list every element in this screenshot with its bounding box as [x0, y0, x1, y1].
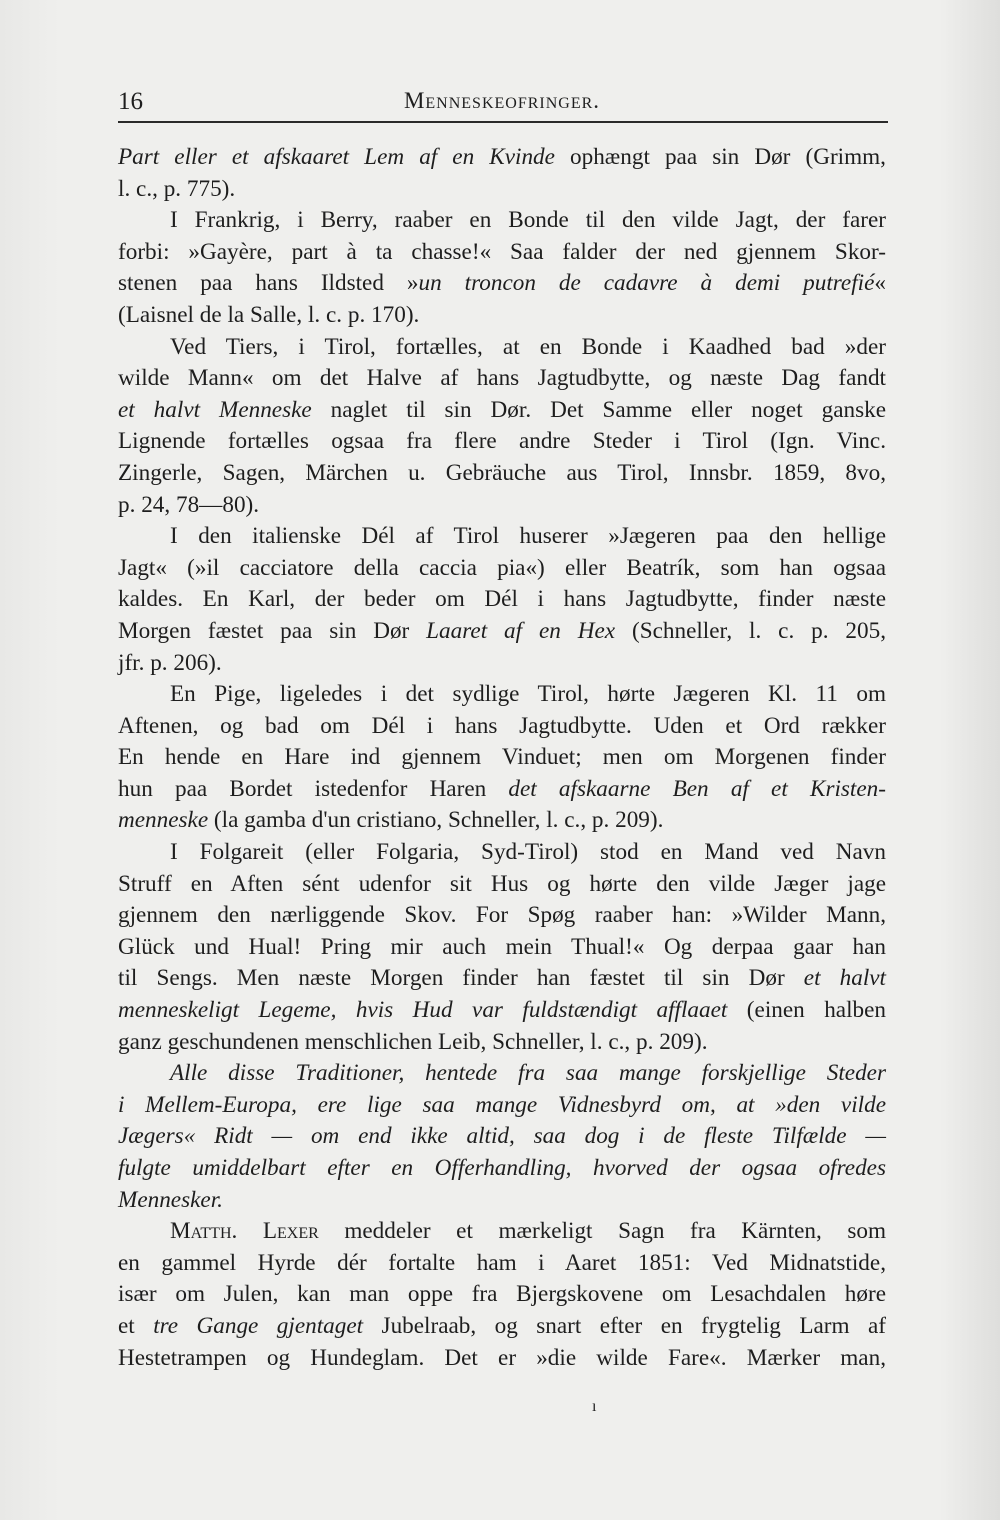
text-segment: gjennem den nærliggende Skov. For Spøg raaber han: »Wilder Mann,: [118, 902, 886, 929]
text-segment: (Laisnel de la Salle, l. c. p. 170).: [118, 301, 420, 328]
italic-text: et halvt Menneske: [118, 396, 312, 423]
text-line: [118, 616, 886, 648]
text-segment: En hende en Hare ind gjennem Vinduet; men om Morgenen finder: [118, 744, 886, 771]
text-segment: ganz geschundenen menschlichen Leib, Schneller, l. c., p. 209).: [118, 1028, 708, 1055]
text-line: [118, 711, 886, 743]
text-segment: Hestetrampen og Hundeglam. Det er »die wilde Fare«. Mærker man,: [118, 1344, 886, 1371]
italic-text: det afskaarne Ben af et Kristen-: [508, 775, 886, 802]
text-line: [118, 932, 886, 964]
text-line: [118, 869, 886, 901]
text-line: [118, 268, 886, 300]
italic-text: fulgte umiddelbart efter en Offerhandling, hvorved der ogsaa ofredes: [118, 1155, 886, 1181]
text-segment: Jubelraab, og snart efter en frygtelig Larm af: [363, 1312, 886, 1339]
text-segment: Zingerle, Sagen, Märchen u. Gebräuche aus Tirol, Innsbr. 1859, 8vo,: [118, 459, 886, 486]
text-line: [118, 458, 886, 490]
italic-text: menneske: [118, 807, 209, 834]
signature-mark: ı: [592, 1398, 597, 1415]
italic-text: Mennesker.: [118, 1186, 223, 1213]
italic-text: Part eller et afskaaret Lem af en Kvinde: [118, 144, 555, 170]
italic-text: tre Gange gjentaget: [153, 1312, 364, 1339]
text-segment: hun paa Bordet istedenfor Haren: [118, 775, 509, 802]
text-segment: l. c., p. 775).: [118, 175, 236, 202]
text-segment: naglet til sin Dør. Det Samme eller noget ganske: [311, 396, 886, 423]
text-segment: (Schneller, l. c. p. 205,: [615, 617, 886, 644]
text-line: [118, 174, 886, 206]
text-line: [118, 679, 886, 711]
text-segment: ophængt paa sin Dør (Grimm,: [554, 144, 886, 170]
text-segment: kaldes. En Karl, der beder om Dél i hans Jagtudbytte, finder næste: [118, 586, 886, 613]
text-line: [118, 205, 886, 237]
text-segment: «: [874, 270, 886, 297]
text-segment: I Folgareit (eller Folgaria, Syd-Tirol) stod en Mand ved Navn: [170, 839, 886, 866]
text-line: [118, 363, 886, 395]
italic-text: Laaret af en Hex: [426, 617, 616, 644]
page-number: 16: [118, 88, 143, 115]
text-line: [118, 300, 886, 332]
text-segment: Aftenen, og bad om Dél i hans Jagtudbytte. Uden et Ord rækker: [118, 712, 886, 739]
text-segment: En Pige, ligeledes i det sydlige Tirol, hørte Jægeren Kl. 11 om: [170, 681, 886, 708]
text-line: [118, 805, 886, 837]
text-line: [118, 490, 886, 522]
text-segment: (la gamba d'un cristiano, Schneller, l. c., p. 209).: [208, 807, 664, 834]
italic-text: et halvt: [803, 965, 886, 992]
text-line: [118, 995, 886, 1027]
text-line: [118, 1343, 886, 1375]
header-rule: [118, 121, 888, 123]
text-line: [118, 142, 886, 174]
italic-text: Jægers« Ridt — om end ikke altid, saa dog i de fleste Tilfælde —: [118, 1123, 886, 1150]
text-line: [118, 584, 886, 616]
text-segment: Morgen fæstet paa sin Dør: [118, 617, 427, 644]
text-line: [118, 1311, 886, 1343]
text-line: [118, 332, 886, 364]
italic-text: Alle disse Traditioner, hentede fra saa mange forskjellige Steder: [170, 1060, 886, 1087]
text-segment: et: [118, 1312, 154, 1339]
text-line: [118, 837, 886, 869]
text-line: [118, 648, 886, 680]
text-line: [118, 395, 886, 427]
text-segment: I Frankrig, i Berry, raaber en Bonde til den vilde Jagt, der farer: [170, 207, 886, 234]
text-line: [118, 1248, 886, 1280]
text-segment: p. 24, 78—80).: [118, 491, 260, 518]
body-text: [118, 142, 886, 1374]
italic-text: menneskeligt Legeme, hvis Hud var fuldstændigt afflaaet: [118, 997, 728, 1024]
text-line: [118, 1121, 886, 1153]
text-segment: en gammel Hyrde dér fortalte ham i Aaret 1851: Ved Midnatstide,: [118, 1249, 886, 1276]
text-line: [118, 1279, 886, 1311]
text-segment: til Sengs. Men næste Morgen finder han fæstet til sin Dør: [118, 965, 804, 992]
italic-text: un troncon de cadavre à demi putrefié: [418, 270, 875, 297]
text-segment: Ved Tiers, i Tirol, fortælles, at en Bonde i Kaadhed bad »der: [170, 333, 886, 360]
running-title: Menneskeofringer.: [403, 88, 601, 113]
text-line: [118, 1090, 886, 1122]
text-segment: wilde Mann« om det Halve af hans Jagtudbytte, og næste Dag fandt: [118, 365, 886, 392]
text-line: [118, 1185, 886, 1217]
text-segment: meddeler et mærkeligt Sagn fra Kärnten, som: [318, 1218, 886, 1245]
text-segment: forbi: »Gayère, part à ta chasse!« Saa falder der ned gjennem Skor-: [118, 238, 886, 265]
text-line: [118, 742, 886, 774]
text-segment: I den italienske Dél af Tirol huserer »Jægeren paa den hellige: [170, 523, 886, 550]
text-segment: Jagt« (»il cacciatore della caccia pia«) eller Beatrík, som han ogsaa: [118, 554, 886, 581]
text-segment: især om Julen, kan man oppe fra Bjergskovene om Lesachdalen høre: [118, 1281, 886, 1308]
text-line: [118, 553, 886, 585]
text-segment: Struff en Aften sént udenfor sit Hus og hørte den vilde Jæger jage: [118, 870, 886, 897]
text-segment: jfr. p. 206).: [118, 649, 222, 676]
text-line: [118, 521, 886, 553]
page-header: [118, 82, 886, 122]
italic-text: i Mellem-Europa, ere lige saa mange Vidnesbyrd om, at »den vilde: [118, 1091, 886, 1118]
text-line: [118, 963, 886, 995]
text-segment: Glück und Hual! Pring mir auch mein Thual!« Og derpaa gaar han: [118, 933, 886, 960]
text-line: [118, 426, 886, 458]
text-line: [118, 900, 886, 932]
small-caps-text: Matth. Lexer: [170, 1218, 319, 1245]
text-line: [118, 1153, 886, 1185]
text-line: [118, 1058, 886, 1090]
text-line: [118, 774, 886, 806]
text-segment: (einen halben: [727, 997, 886, 1024]
text-segment: stenen paa hans Ildsted »: [118, 270, 419, 297]
text-line: [118, 1216, 886, 1248]
text-line: [118, 237, 886, 269]
text-segment: Lignende fortælles ogsaa fra flere andre Steder i Tirol (Ign. Vinc.: [118, 428, 886, 455]
text-line: [118, 1027, 886, 1059]
